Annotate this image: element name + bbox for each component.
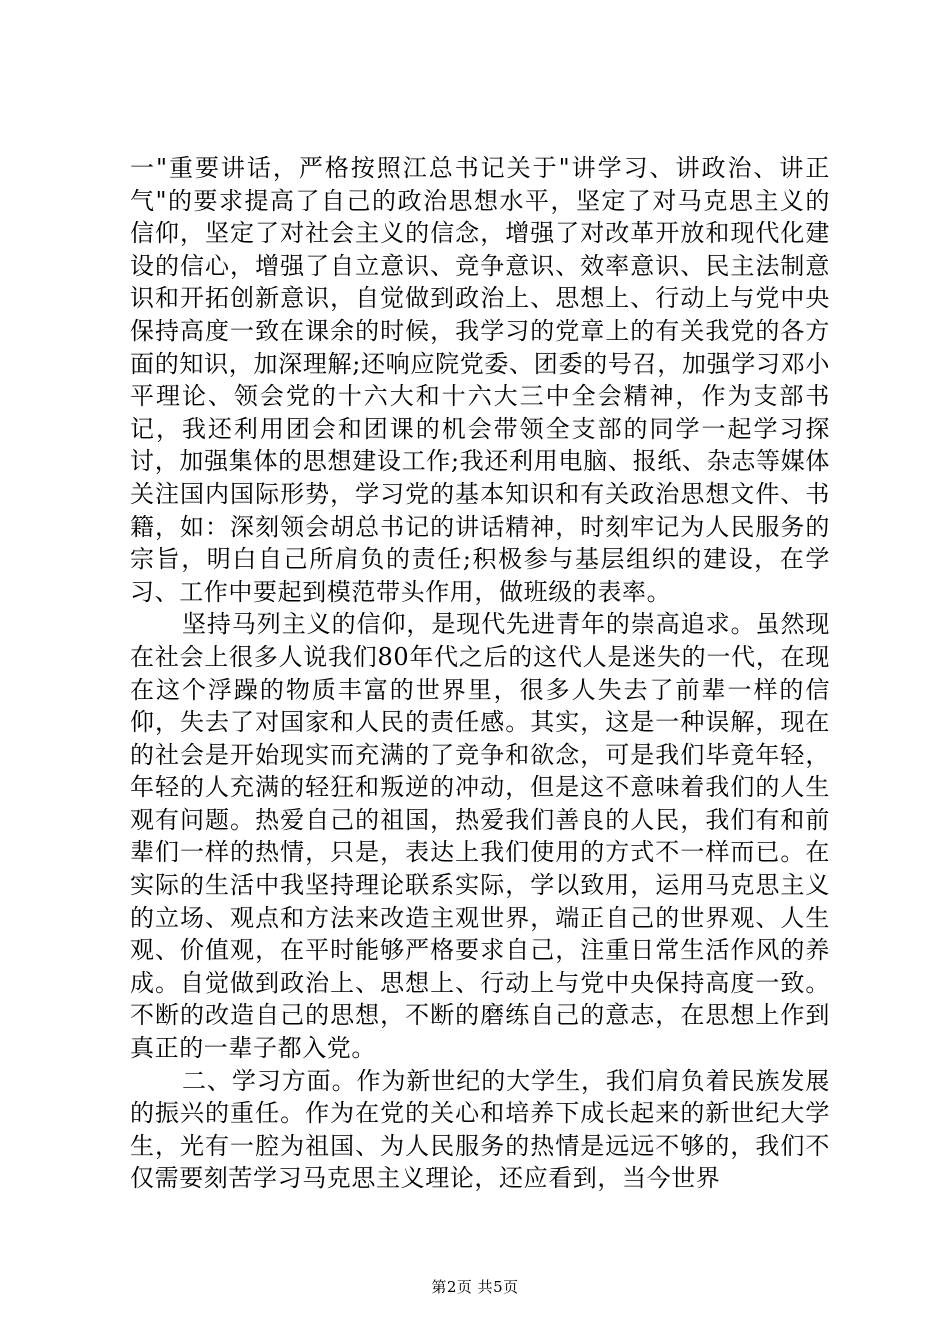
page-number-footer: 第2页 共5页 [431, 1278, 519, 1296]
document-body [130, 152, 830, 1195]
paragraph-continued: 一"重要讲话，严格按照江总书记关于"讲学习、讲政治、讲正气"的要求提高了自己的政治思想水平，坚定了对马克思主义的信仰，坚定了对社会主义的信念，增强了对改革开放和现代化建设的信心，增强了自立意识、竞争意识、效率意识、民主法制意识和开拓创新意识，自觉做到政治上、思想上、行动上与党中央保持高度一致在课余的时候，我学习的党章上的有关我党的各方面的知识，加深理解;还响应院党委、团委的号召，加强学习邓小平理论、领会党的十六大和十六大三中全会精神，作为支部书记，我还利用团会和团课的机会带领全支部的同学一起学习探讨，加强集体的思想建设工作;我还利用电脑、报纸、杂志等媒体关注国内国际形势，学习党的基本知识和有关政治思想文件、书籍，如：深刻领会胡总书记的讲话精神，时刻牢记为人民服务的宗旨，明白自己所肩负的责任;积极参与基层组织的建设，在学习、工作中要起到模范带头作用，做班级的表率。 [130, 154, 830, 606]
paragraph-marxism-belief: 坚持马列主义的信仰，是现代先进青年的崇高追求。虽然现在社会上很多人说我们80年代之后的这代人是迷失的一代，在现在这个浮躁的物质丰富的世界里，很多人失去了前辈一样的信仰，失去了对国家和人民的责任感。其实，这是一种误解，现在的社会是开始现实而充满的了竞争和欲念，可是我们毕竟年轻，年轻的人充满的轻狂和叛逆的冲动，但是这不意味着我们的人生观有问题。热爱自己的祖国，热爱我们善良的人民，我们有和前辈们一样的热情，只是，表达上我们使用的方式不一样而已。在实际的生活中我坚持理论联系实际，学以致用，运用马克思主义的立场、观点和方法来改造主观世界，端正自己的世界观、人生观、价值观，在平时能够严格要求自己，注重日常生活作风的养成。自觉做到政治上、思想上、行动上与党中央保持高度一致。不断的改造自己的思想，不断的磨练自己的意志，在思想上作到真正的一辈子都入党。 [130, 610, 830, 1063]
paragraph-study-section: 二、学习方面。作为新世纪的大学生，我们肩负着民族发展的振兴的重任。作为在党的关心和培养下成长起来的新世纪大学生，光有一腔为祖国、为人民服务的热情是远远不够的，我们不仅需要刻苦学习马克思主义理论，还应看到，当今世界 [130, 1066, 830, 1193]
